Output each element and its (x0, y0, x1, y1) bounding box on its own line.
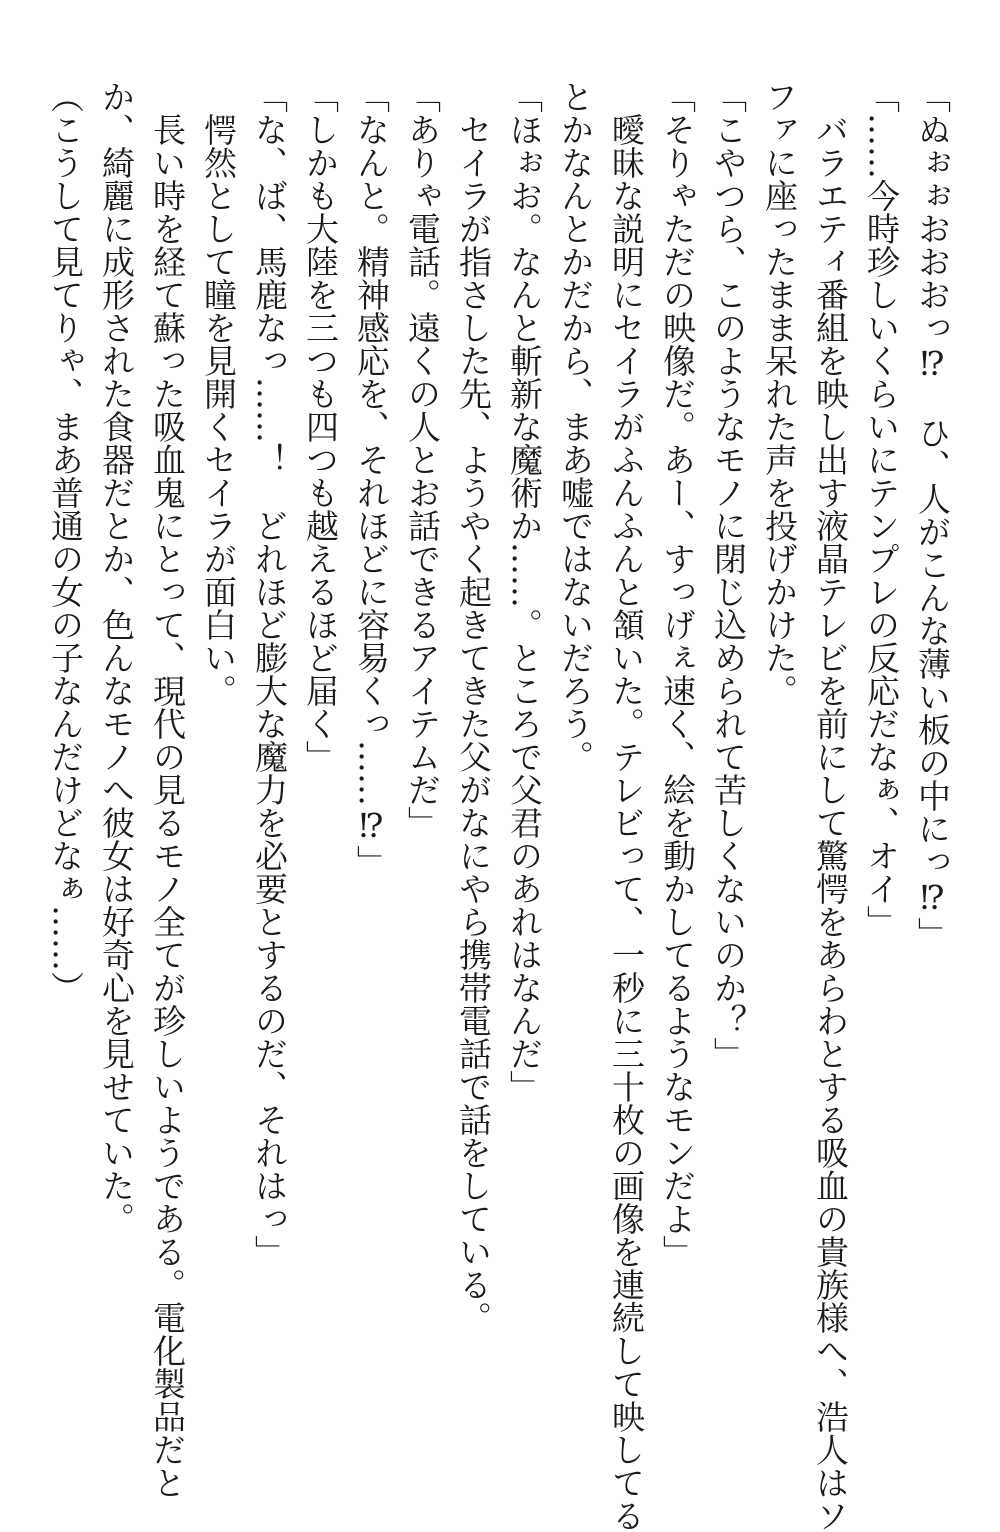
text-line: 「な、ば、馬鹿なっ……！ どれほど膨大な魔力を必要とするのだ、それはっ」 (250, 80, 289, 1268)
text-line: バラエティ番組を映し出す液晶テレビを前にして驚愕をあらわとする吸血の貴族様へ、浩人はソ (811, 80, 850, 1532)
text-line: 「ありゃ電話。遠くの人とお話できるアイテムだ」 (403, 80, 442, 839)
text-line: 「しかも大陸を三つも四つも越えるほど届く」 (301, 80, 340, 773)
text-line: 愕然として瞳を見開くセイラが面白い。 (199, 80, 238, 707)
text-line: ファに座ったまま呆れた声を投げかけた。 (760, 80, 799, 707)
text-line: 「なんと。精神感応を、それほどに容易くっ……⁉」 (352, 80, 391, 878)
text-line: か、綺麗に成形された食器だとか、色んなモノへ彼女は好奇心を見せていた。 (97, 80, 136, 1235)
vertical-text-body (38, 80, 958, 1532)
text-line: 「……今時珍しいくらいにテンプレの反応だなぁ、オイ」 (862, 80, 901, 938)
text-line: 長い時を経て蘇った吸血鬼にとって、現代の見るモノ全てが珍しいようである。電化製品だと (148, 80, 187, 1499)
text-line: 「そりゃただの映像だ。あー、すっげぇ速く、絵を動かしてるようなモンだよ」 (658, 80, 697, 1268)
text-line: 「ぬぉぉおおおっ⁉ ひ、人がこんな薄い板の中にっ⁉」 (913, 80, 952, 950)
text-line: セイラが指さした先、ようやく起きてきた父がなにやら携帯電話で話をしている。 (454, 80, 493, 1334)
text-line: 「ほぉお。なんと斬新な魔術か……。ところで父君のあれはなんだ」 (505, 80, 544, 1103)
text-line: （こうして見てりゃ、まあ普通の女の子なんだけどなぁ……） (46, 80, 85, 1004)
text-line: 「こやつら、このようなモノに閉じ込められて苦しくないのか？」 (709, 80, 748, 1070)
text-line: とかなんとかだから、まあ嘘ではないだろう。 (556, 80, 595, 773)
text-line: 曖昧な説明にセイラがふんふんと頷いた。テレビって、一秒に三十枚の画像を連続して映してる (607, 80, 646, 1532)
